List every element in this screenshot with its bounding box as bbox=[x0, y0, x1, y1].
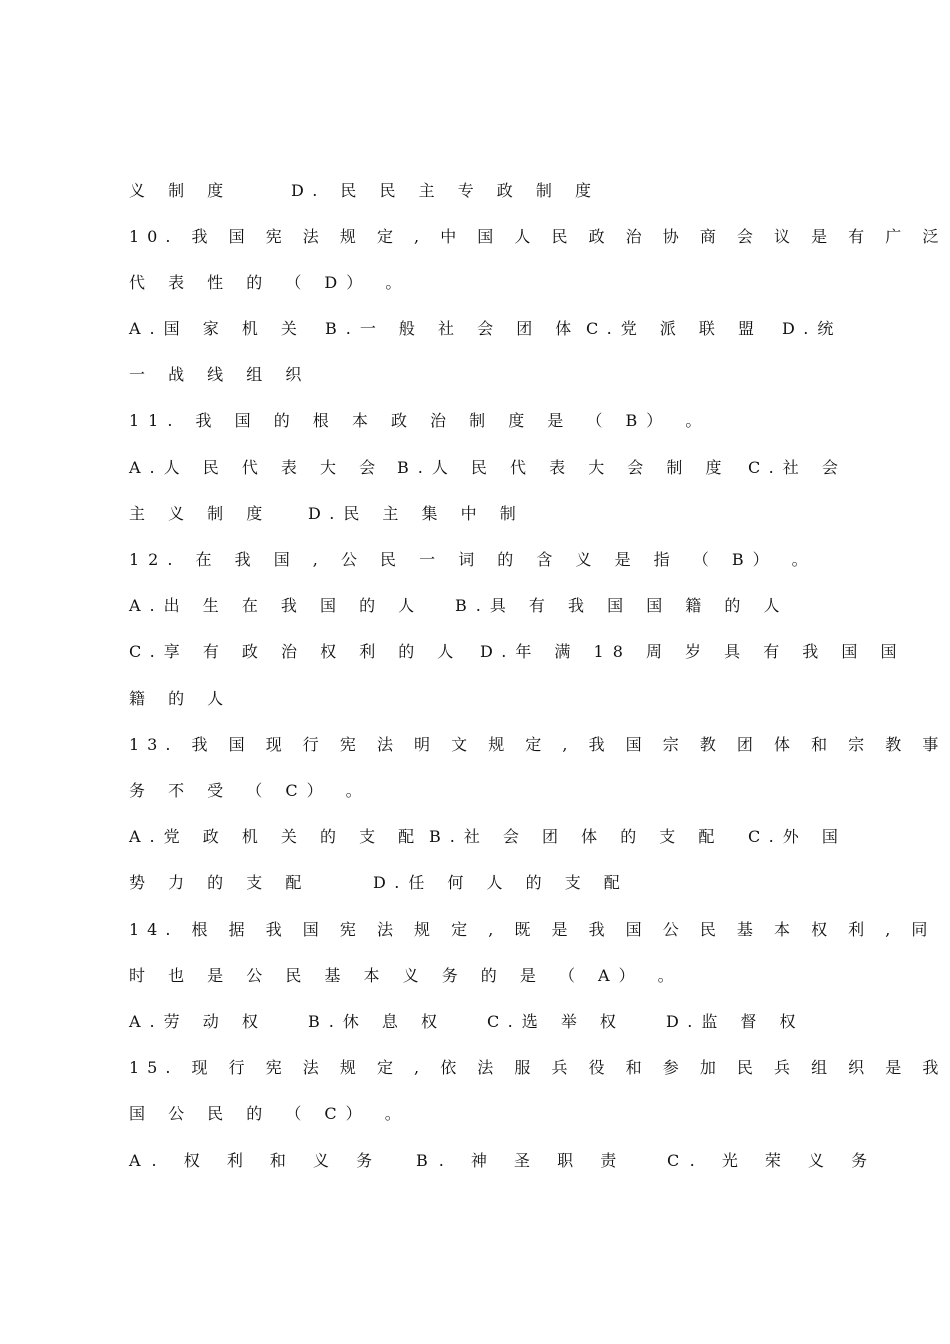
question-13 bbox=[129, 730, 947, 760]
question-14 bbox=[129, 915, 936, 945]
options-line bbox=[129, 1007, 815, 1037]
option-b: B.具 有 我 国 国 籍 的 人 bbox=[455, 596, 789, 615]
options-line bbox=[129, 1146, 879, 1176]
option-c: C. 光 荣 义 务 bbox=[667, 1151, 879, 1170]
text-line bbox=[129, 1099, 815, 1129]
question-text: 12. 在 我 国 , 公 民 一 词 的 含 义 是 指 （ B） 。 bbox=[129, 550, 817, 569]
option-d: D.统 bbox=[782, 319, 843, 338]
text-segment: 义 制 度 bbox=[129, 181, 233, 200]
text-line bbox=[129, 176, 815, 206]
option-b: B.人 民 代 表 大 会 制 度 bbox=[397, 458, 731, 477]
option-c: C.外 国 bbox=[748, 827, 847, 846]
option-a: A. 权 利 和 义 务 bbox=[129, 1151, 384, 1170]
options-line bbox=[129, 591, 815, 621]
text-line bbox=[129, 268, 815, 298]
options-line bbox=[129, 453, 847, 483]
option-a: A.人 民 代 表 大 会 bbox=[129, 458, 385, 477]
question-text: 11. 我 国 的 根 本 政 治 制 度 是 （ B） 。 bbox=[129, 411, 711, 430]
option-a: A.劳 动 权 bbox=[129, 1012, 267, 1031]
text-line bbox=[129, 776, 815, 806]
options-line bbox=[129, 314, 843, 344]
text-segment: 主 义 制 度 bbox=[129, 504, 272, 523]
question-12 bbox=[129, 545, 815, 575]
question-10 bbox=[129, 222, 947, 252]
question-text: 14. 根 据 我 国 宪 法 规 定 , 既 是 我 国 公 民 基 本 权 利 , 同 bbox=[129, 920, 936, 939]
question-text: 10. 我 国 宪 法 规 定 , 中 国 人 民 政 治 协 商 会 议 是 有 广 泛 bbox=[129, 227, 947, 246]
option-b: B.休 息 权 bbox=[308, 1012, 447, 1031]
question-text: 国 公 民 的 （ C） 。 bbox=[129, 1104, 410, 1123]
option-a: A.国 家 机 关 bbox=[129, 319, 306, 338]
option-b: B. 神 圣 职 责 bbox=[416, 1151, 628, 1170]
option-a: A.出 生 在 我 国 的 人 bbox=[129, 596, 424, 615]
question-text: 15. 现 行 宪 法 规 定 , 依 法 服 兵 役 和 参 加 民 兵 组 织 是 我 bbox=[129, 1058, 947, 1077]
option-a: A.党 政 机 关 的 支 配 bbox=[129, 827, 424, 846]
text-line bbox=[129, 961, 815, 991]
options-line bbox=[129, 822, 847, 852]
question-15 bbox=[129, 1053, 947, 1083]
question-text: 13. 我 国 现 行 宪 法 明 文 规 定 , 我 国 宗 教 团 体 和 宗 教 事 bbox=[129, 735, 947, 754]
option-c: C.享 有 政 治 权 利 的 人 bbox=[129, 642, 463, 661]
text-segment: 籍 的 人 bbox=[129, 689, 233, 708]
question-11 bbox=[129, 406, 815, 436]
option-c: C.党 派 联 盟 bbox=[586, 319, 764, 338]
question-text: 代 表 性 的 （ D） 。 bbox=[129, 273, 411, 292]
option-d: D.民 主 集 中 制 bbox=[308, 504, 525, 523]
option-d: D.监 督 权 bbox=[666, 1012, 805, 1031]
options-line bbox=[129, 637, 906, 667]
text-segment: 势 力 的 支 配 bbox=[129, 873, 311, 892]
option-b: B.一 般 社 会 团 体 bbox=[325, 319, 581, 338]
text-line bbox=[129, 868, 815, 898]
text-line bbox=[129, 360, 815, 390]
question-text: 务 不 受 （ C） 。 bbox=[129, 781, 371, 800]
option-c: C.选 举 权 bbox=[487, 1012, 625, 1031]
text-line bbox=[129, 684, 815, 714]
option-d: D.年 满 18 周 岁 具 有 我 国 国 bbox=[480, 642, 906, 661]
option-d: D. 民 民 主 专 政 制 度 bbox=[291, 181, 600, 200]
option-d: D.任 何 人 的 支 配 bbox=[373, 873, 629, 892]
option-b: B.社 会 团 体 的 支 配 bbox=[429, 827, 724, 846]
question-text: 时 也 是 公 民 基 本 义 务 的 是 （ A） 。 bbox=[129, 966, 683, 985]
option-c: C.社 会 bbox=[748, 458, 847, 477]
text-segment: 一 战 线 组 织 bbox=[129, 365, 311, 384]
text-line bbox=[129, 499, 815, 529]
